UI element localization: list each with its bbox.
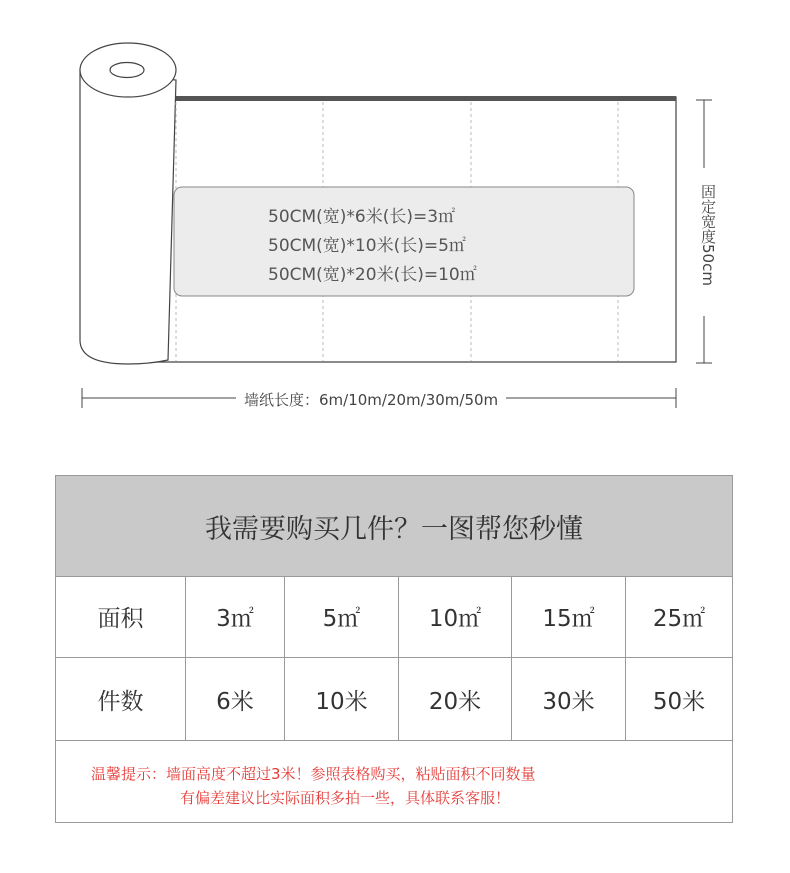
fixed-width-label: 固定宽度50cm bbox=[699, 184, 717, 286]
sheet-top-edge bbox=[100, 96, 676, 101]
roll-core bbox=[110, 63, 144, 78]
tip-line-2: 有偏差建议比实际面积多拍一些，具体联系客服！ bbox=[180, 789, 511, 807]
table-cell: 25㎡ bbox=[652, 606, 706, 632]
table-cell: 3㎡ bbox=[186, 576, 285, 657]
row-label-area: 面积 bbox=[56, 576, 186, 657]
table-title: 我需要购买几件？一图帮您秒懂 bbox=[56, 476, 732, 577]
spec-line-6m: 50CM(宽)*6米(长)=3㎡ bbox=[268, 207, 456, 227]
table-cell: 5㎡ bbox=[285, 576, 399, 657]
table-cell: 30米 bbox=[512, 658, 626, 740]
table-cell: 10米 bbox=[285, 658, 399, 740]
table-cell: 10㎡ bbox=[399, 576, 512, 657]
table-cell: 50米 bbox=[652, 688, 706, 715]
row-label-quantity: 件数 bbox=[56, 658, 186, 740]
table-row-quantity bbox=[56, 658, 732, 741]
wallpaper-length-label: 墙纸长度：6m/10m/20m/30m/50m bbox=[236, 389, 506, 410]
warm-tip bbox=[56, 741, 732, 822]
tip-line-1: 温馨提示：墙面高度不超过3米！参照表格购买，粘贴面积不同数量 bbox=[91, 765, 536, 783]
spec-line-20m: 50CM(宽)*20米(长)=10㎡ bbox=[268, 265, 477, 285]
table-row-area bbox=[56, 576, 732, 658]
purchase-guide-table bbox=[55, 475, 733, 823]
roll-body bbox=[80, 70, 176, 364]
table-cell: 15㎡ bbox=[512, 576, 626, 657]
table-cell: 6米 bbox=[186, 658, 285, 740]
spec-line-10m: 50CM(宽)*10米(长)=5㎡ bbox=[268, 236, 466, 256]
table-cell: 20米 bbox=[399, 658, 512, 740]
